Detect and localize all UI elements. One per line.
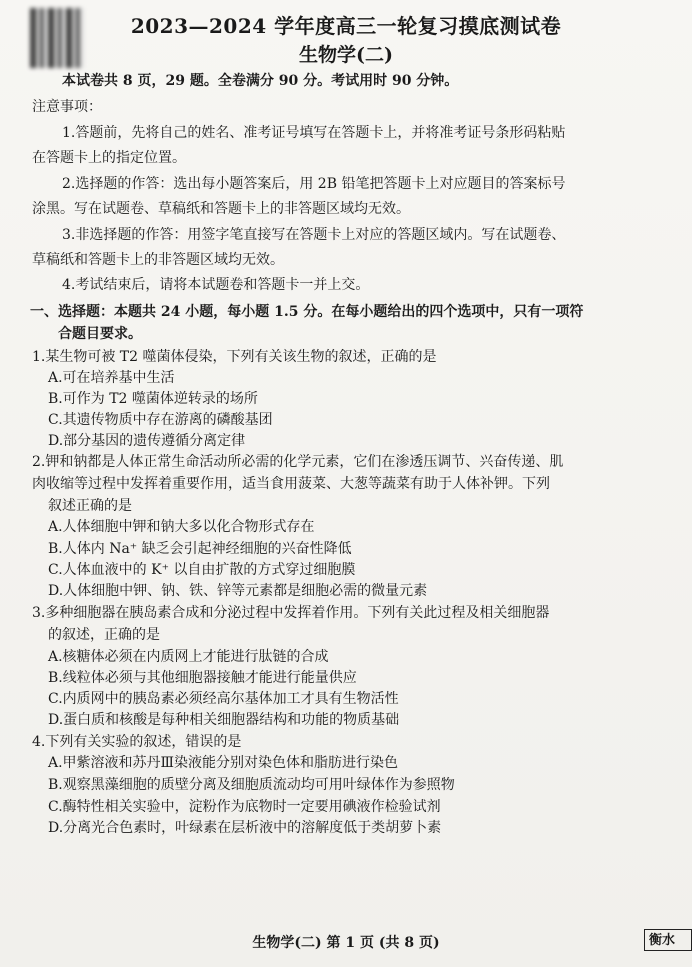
- q2-option-c: C.人体血液中的 K⁺ 以自由扩散的方式穿过细胞膜: [48, 562, 356, 578]
- note-4: 4.考试结束后，请将本试题卷和答题卡一并上交。: [62, 277, 370, 293]
- note-3a: 3.非选择题的作答：用签字笔直接写在答题卡上对应的答题区域内。写在试题卷、: [62, 227, 566, 243]
- q4-option-c: C.酶特性相关实验中，淀粉作为底物时一定要用碘液作检验试剂: [48, 799, 441, 815]
- q3-stem-2: 的叙述，正确的是: [48, 627, 160, 643]
- q3-stem-1: 3.多种细胞器在胰岛素合成和分泌过程中发挥着作用。下列有关此过程及相关细胞器: [32, 605, 550, 621]
- q2-option-b: B.人体内 Na⁺ 缺乏会引起神经细胞的兴奋性降低: [48, 541, 352, 557]
- q4-option-d: D.分离光合色素时，叶绿素在层析液中的溶解度低于类胡萝卜素: [48, 820, 442, 836]
- q2-option-a: A.人体细胞中钾和钠大多以化合物形式存在: [48, 519, 315, 535]
- page-footer: 生物学(二) 第 1 页 (共 8 页): [252, 935, 440, 951]
- q2-stem-3: 叙述正确的是: [48, 498, 132, 514]
- q2-stem-2: 肉收缩等过程中发挥着重要作用，适当食用菠菜、大葱等蔬菜有助于人体补钾。下列: [32, 476, 550, 492]
- note-2b: 涂黑。写在试题卷、草稿纸和答题卡上的非答题区域均无效。: [32, 201, 410, 217]
- q2-stem-1: 2.钾和钠都是人体正常生命活动所必需的化学元素，它们在渗透压调节、兴奋传递、肌: [32, 454, 564, 470]
- exam-subtitle: 生物学(二): [299, 44, 393, 66]
- note-1b: 在答题卡上的指定位置。: [32, 150, 186, 166]
- corner-watermark: 衡水: [644, 929, 692, 951]
- q1-option-b: B.可作为 T2 噬菌体逆转录的场所: [48, 391, 258, 407]
- note-3b: 草稿纸和答题卡上的非答题区域均无效。: [32, 252, 284, 268]
- q4-option-a: A.甲紫溶液和苏丹Ⅲ染液能分别对染色体和脂肪进行染色: [48, 755, 399, 771]
- q1-stem: 1.某生物可被 T2 噬菌体侵染，下列有关该生物的叙述，正确的是: [32, 349, 437, 365]
- note-2a: 2.选择题的作答：选出每小题答案后，用 2B 铅笔把答题卡上对应题目的答案标号: [62, 176, 566, 192]
- q1-option-d: D.部分基因的遗传遵循分离定律: [48, 433, 246, 449]
- q3-option-b: B.线粒体必须与其他细胞器接触才能进行能量供应: [48, 670, 357, 686]
- q3-option-c: C.内质网中的胰岛素必须经高尔基体加工才具有生物活性: [48, 691, 399, 707]
- exam-title: 2023—2024 学年度高三一轮复习摸底测试卷: [130, 14, 562, 38]
- q2-option-d: D.人体细胞中钾、钠、铁、锌等元素都是细胞必需的微量元素: [48, 583, 428, 599]
- q4-stem: 4.下列有关实验的叙述，错误的是: [32, 734, 242, 750]
- q3-option-a: A.核糖体必须在内质网上才能进行肽链的合成: [48, 649, 329, 665]
- q1-option-c: C.其遗传物质中存在游离的磷酸基团: [48, 412, 273, 428]
- q1-option-a: A.可在培养基中生活: [48, 370, 175, 386]
- exam-info: 本试卷共 8 页，29 题。全卷满分 90 分。考试用时 90 分钟。: [62, 73, 459, 89]
- notes-heading: 注意事项：: [32, 99, 102, 115]
- section-heading-1: 一、选择题：本题共 24 小题，每小题 1.5 分。在每小题给出的四个选项中，只有一项符: [30, 304, 584, 320]
- note-1a: 1.答题前，先将自己的姓名、准考证号填写在答题卡上，并将准考证号条形码粘贴: [62, 125, 566, 141]
- q3-option-d: D.蛋白质和核酸是每种相关细胞器结构和功能的物质基础: [48, 712, 400, 728]
- q4-option-b: B.观察黑藻细胞的质壁分离及细胞质流动均可用叶绿体作为参照物: [48, 777, 455, 793]
- section-heading-2: 合题目要求。: [58, 326, 142, 342]
